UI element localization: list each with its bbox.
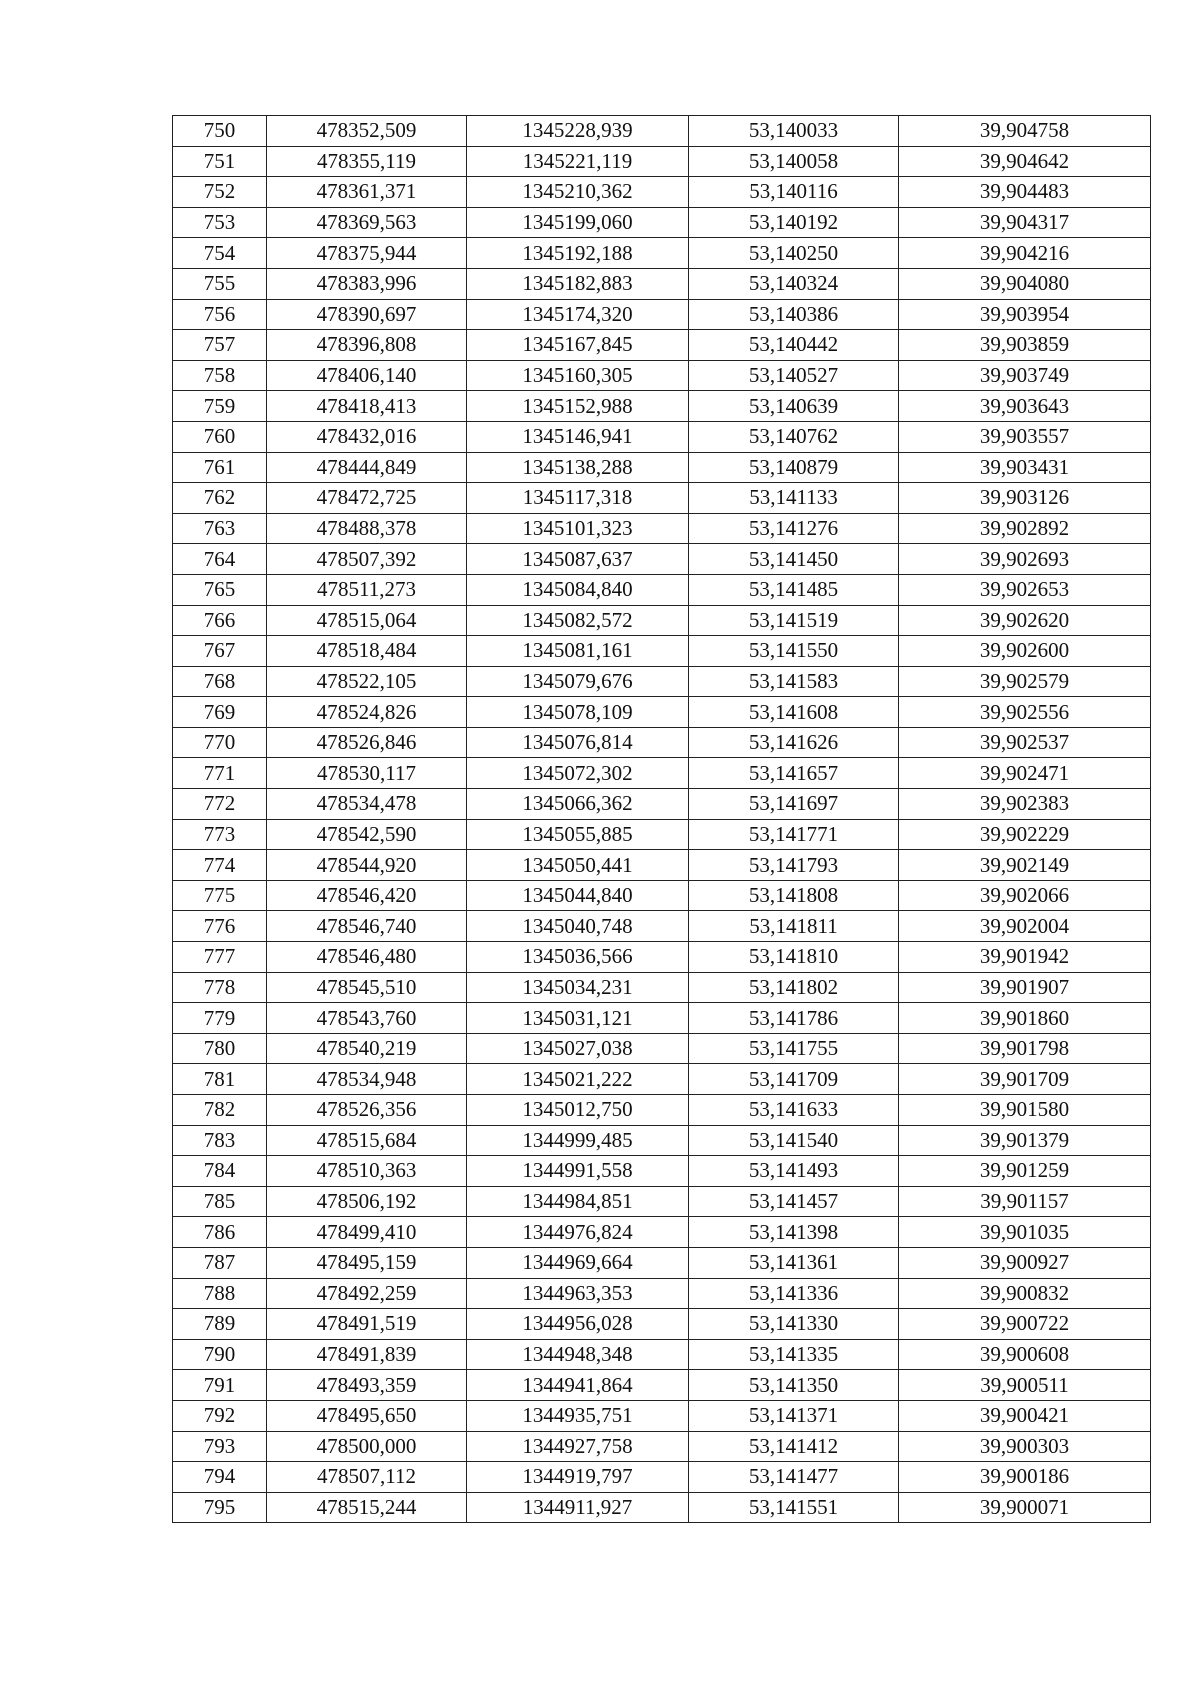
latitude-cell: 53,141330 [689, 1309, 899, 1340]
longitude-cell: 39,901157 [899, 1186, 1151, 1217]
longitude-cell: 39,904080 [899, 268, 1151, 299]
point-number-cell: 773 [173, 819, 267, 850]
longitude-cell: 39,902579 [899, 666, 1151, 697]
longitude-cell: 39,900303 [899, 1431, 1151, 1462]
x-coordinate-cell: 478396,808 [267, 330, 467, 361]
point-number-cell: 762 [173, 483, 267, 514]
y-coordinate-cell: 1345160,305 [467, 360, 689, 391]
y-coordinate-cell: 1345210,362 [467, 177, 689, 208]
y-coordinate-cell: 1345076,814 [467, 727, 689, 758]
point-number-cell: 775 [173, 880, 267, 911]
table-row [173, 1339, 1151, 1370]
latitude-cell: 53,140033 [689, 116, 899, 147]
longitude-cell: 39,902600 [899, 636, 1151, 667]
y-coordinate-cell: 1345044,840 [467, 880, 689, 911]
point-number-cell: 758 [173, 360, 267, 391]
table-row [173, 1156, 1151, 1187]
x-coordinate-cell: 478390,697 [267, 299, 467, 330]
x-coordinate-cell: 478375,944 [267, 238, 467, 269]
y-coordinate-cell: 1345034,231 [467, 972, 689, 1003]
y-coordinate-cell: 1344956,028 [467, 1309, 689, 1340]
table-row [173, 1217, 1151, 1248]
point-number-cell: 791 [173, 1370, 267, 1401]
longitude-cell: 39,902653 [899, 574, 1151, 605]
point-number-cell: 790 [173, 1339, 267, 1370]
y-coordinate-cell: 1345050,441 [467, 850, 689, 881]
point-number-cell: 759 [173, 391, 267, 422]
coordinates-table-body [173, 116, 1151, 1523]
longitude-cell: 39,900511 [899, 1370, 1151, 1401]
longitude-cell: 39,901798 [899, 1033, 1151, 1064]
table-row [173, 972, 1151, 1003]
x-coordinate-cell: 478361,371 [267, 177, 467, 208]
table-row [173, 1370, 1151, 1401]
point-number-cell: 752 [173, 177, 267, 208]
table-row [173, 452, 1151, 483]
y-coordinate-cell: 1345079,676 [467, 666, 689, 697]
x-coordinate-cell: 478493,359 [267, 1370, 467, 1401]
y-coordinate-cell: 1345199,060 [467, 207, 689, 238]
y-coordinate-cell: 1345066,362 [467, 789, 689, 820]
table-row [173, 483, 1151, 514]
x-coordinate-cell: 478506,192 [267, 1186, 467, 1217]
longitude-cell: 39,902149 [899, 850, 1151, 881]
x-coordinate-cell: 478406,140 [267, 360, 467, 391]
x-coordinate-cell: 478507,392 [267, 544, 467, 575]
point-number-cell: 788 [173, 1278, 267, 1309]
latitude-cell: 53,141793 [689, 850, 899, 881]
y-coordinate-cell: 1345040,748 [467, 911, 689, 942]
longitude-cell: 39,901035 [899, 1217, 1151, 1248]
point-number-cell: 794 [173, 1462, 267, 1493]
table-row [173, 1400, 1151, 1431]
table-row [173, 697, 1151, 728]
table-row [173, 146, 1151, 177]
x-coordinate-cell: 478534,478 [267, 789, 467, 820]
point-number-cell: 780 [173, 1033, 267, 1064]
x-coordinate-cell: 478507,112 [267, 1462, 467, 1493]
point-number-cell: 765 [173, 574, 267, 605]
point-number-cell: 756 [173, 299, 267, 330]
x-coordinate-cell: 478491,839 [267, 1339, 467, 1370]
latitude-cell: 53,141276 [689, 513, 899, 544]
latitude-cell: 53,140879 [689, 452, 899, 483]
latitude-cell: 53,141335 [689, 1339, 899, 1370]
y-coordinate-cell: 1345152,988 [467, 391, 689, 422]
y-coordinate-cell: 1344948,348 [467, 1339, 689, 1370]
point-number-cell: 795 [173, 1492, 267, 1523]
table-row [173, 1492, 1151, 1523]
table-row [173, 789, 1151, 820]
latitude-cell: 53,141697 [689, 789, 899, 820]
longitude-cell: 39,901942 [899, 942, 1151, 973]
longitude-cell: 39,901709 [899, 1064, 1151, 1095]
point-number-cell: 767 [173, 636, 267, 667]
table-row [173, 1309, 1151, 1340]
x-coordinate-cell: 478534,948 [267, 1064, 467, 1095]
table-row [173, 880, 1151, 911]
point-number-cell: 764 [173, 544, 267, 575]
x-coordinate-cell: 478495,650 [267, 1400, 467, 1431]
point-number-cell: 784 [173, 1156, 267, 1187]
y-coordinate-cell: 1345012,750 [467, 1095, 689, 1126]
longitude-cell: 39,904216 [899, 238, 1151, 269]
longitude-cell: 39,904758 [899, 116, 1151, 147]
latitude-cell: 53,140192 [689, 207, 899, 238]
x-coordinate-cell: 478530,117 [267, 758, 467, 789]
latitude-cell: 53,140250 [689, 238, 899, 269]
latitude-cell: 53,141608 [689, 697, 899, 728]
point-number-cell: 761 [173, 452, 267, 483]
point-number-cell: 751 [173, 146, 267, 177]
point-number-cell: 777 [173, 942, 267, 973]
point-number-cell: 785 [173, 1186, 267, 1217]
table-row [173, 1064, 1151, 1095]
table-row [173, 758, 1151, 789]
x-coordinate-cell: 478472,725 [267, 483, 467, 514]
table-row [173, 1033, 1151, 1064]
y-coordinate-cell: 1345055,885 [467, 819, 689, 850]
latitude-cell: 53,141802 [689, 972, 899, 1003]
longitude-cell: 39,903557 [899, 421, 1151, 452]
table-row [173, 942, 1151, 973]
longitude-cell: 39,902537 [899, 727, 1151, 758]
longitude-cell: 39,902229 [899, 819, 1151, 850]
table-row [173, 544, 1151, 575]
latitude-cell: 53,141657 [689, 758, 899, 789]
y-coordinate-cell: 1345087,637 [467, 544, 689, 575]
table-row [173, 666, 1151, 697]
latitude-cell: 53,140058 [689, 146, 899, 177]
y-coordinate-cell: 1345146,941 [467, 421, 689, 452]
longitude-cell: 39,902620 [899, 605, 1151, 636]
latitude-cell: 53,141371 [689, 1400, 899, 1431]
latitude-cell: 53,141336 [689, 1278, 899, 1309]
point-number-cell: 772 [173, 789, 267, 820]
latitude-cell: 53,141811 [689, 911, 899, 942]
point-number-cell: 766 [173, 605, 267, 636]
latitude-cell: 53,140116 [689, 177, 899, 208]
table-row [173, 1278, 1151, 1309]
latitude-cell: 53,141412 [689, 1431, 899, 1462]
longitude-cell: 39,901907 [899, 972, 1151, 1003]
x-coordinate-cell: 478491,519 [267, 1309, 467, 1340]
table-row [173, 238, 1151, 269]
longitude-cell: 39,902693 [899, 544, 1151, 575]
point-number-cell: 771 [173, 758, 267, 789]
table-row [173, 391, 1151, 422]
x-coordinate-cell: 478515,684 [267, 1125, 467, 1156]
latitude-cell: 53,141350 [689, 1370, 899, 1401]
longitude-cell: 39,900832 [899, 1278, 1151, 1309]
y-coordinate-cell: 1344999,485 [467, 1125, 689, 1156]
y-coordinate-cell: 1345221,119 [467, 146, 689, 177]
table-row [173, 330, 1151, 361]
x-coordinate-cell: 478499,410 [267, 1217, 467, 1248]
x-coordinate-cell: 478540,219 [267, 1033, 467, 1064]
point-number-cell: 757 [173, 330, 267, 361]
longitude-cell: 39,900071 [899, 1492, 1151, 1523]
table-row [173, 1462, 1151, 1493]
y-coordinate-cell: 1344927,758 [467, 1431, 689, 1462]
table-row [173, 1125, 1151, 1156]
x-coordinate-cell: 478544,920 [267, 850, 467, 881]
y-coordinate-cell: 1345117,318 [467, 483, 689, 514]
y-coordinate-cell: 1345081,161 [467, 636, 689, 667]
latitude-cell: 53,141755 [689, 1033, 899, 1064]
longitude-cell: 39,900186 [899, 1462, 1151, 1493]
longitude-cell: 39,902383 [899, 789, 1151, 820]
latitude-cell: 53,141550 [689, 636, 899, 667]
y-coordinate-cell: 1345036,566 [467, 942, 689, 973]
coordinates-table [172, 115, 1151, 1523]
x-coordinate-cell: 478515,244 [267, 1492, 467, 1523]
longitude-cell: 39,900608 [899, 1339, 1151, 1370]
point-number-cell: 778 [173, 972, 267, 1003]
longitude-cell: 39,901379 [899, 1125, 1151, 1156]
x-coordinate-cell: 478518,484 [267, 636, 467, 667]
y-coordinate-cell: 1344991,558 [467, 1156, 689, 1187]
table-row [173, 605, 1151, 636]
table-row [173, 1247, 1151, 1278]
longitude-cell: 39,901580 [899, 1095, 1151, 1126]
table-row [173, 421, 1151, 452]
x-coordinate-cell: 478355,119 [267, 146, 467, 177]
point-number-cell: 753 [173, 207, 267, 238]
y-coordinate-cell: 1345082,572 [467, 605, 689, 636]
x-coordinate-cell: 478515,064 [267, 605, 467, 636]
table-row [173, 727, 1151, 758]
point-number-cell: 789 [173, 1309, 267, 1340]
x-coordinate-cell: 478546,420 [267, 880, 467, 911]
table-row [173, 850, 1151, 881]
y-coordinate-cell: 1344941,864 [467, 1370, 689, 1401]
point-number-cell: 768 [173, 666, 267, 697]
longitude-cell: 39,902556 [899, 697, 1151, 728]
longitude-cell: 39,904642 [899, 146, 1151, 177]
table-row [173, 268, 1151, 299]
latitude-cell: 53,141709 [689, 1064, 899, 1095]
latitude-cell: 53,141477 [689, 1462, 899, 1493]
table-row [173, 360, 1151, 391]
table-row [173, 636, 1151, 667]
point-number-cell: 782 [173, 1095, 267, 1126]
x-coordinate-cell: 478524,826 [267, 697, 467, 728]
y-coordinate-cell: 1345072,302 [467, 758, 689, 789]
y-coordinate-cell: 1345101,323 [467, 513, 689, 544]
longitude-cell: 39,904483 [899, 177, 1151, 208]
table-row [173, 1003, 1151, 1034]
x-coordinate-cell: 478369,563 [267, 207, 467, 238]
point-number-cell: 770 [173, 727, 267, 758]
y-coordinate-cell: 1345021,222 [467, 1064, 689, 1095]
latitude-cell: 53,141771 [689, 819, 899, 850]
latitude-cell: 53,140442 [689, 330, 899, 361]
y-coordinate-cell: 1345192,188 [467, 238, 689, 269]
table-row [173, 207, 1151, 238]
longitude-cell: 39,903126 [899, 483, 1151, 514]
longitude-cell: 39,901259 [899, 1156, 1151, 1187]
latitude-cell: 53,141361 [689, 1247, 899, 1278]
x-coordinate-cell: 478546,480 [267, 942, 467, 973]
x-coordinate-cell: 478511,273 [267, 574, 467, 605]
longitude-cell: 39,903749 [899, 360, 1151, 391]
latitude-cell: 53,141551 [689, 1492, 899, 1523]
table-row [173, 1095, 1151, 1126]
table-row [173, 299, 1151, 330]
x-coordinate-cell: 478492,259 [267, 1278, 467, 1309]
latitude-cell: 53,141493 [689, 1156, 899, 1187]
latitude-cell: 53,140527 [689, 360, 899, 391]
y-coordinate-cell: 1345228,939 [467, 116, 689, 147]
table-row [173, 116, 1151, 147]
table-row [173, 1186, 1151, 1217]
x-coordinate-cell: 478546,740 [267, 911, 467, 942]
y-coordinate-cell: 1344935,751 [467, 1400, 689, 1431]
longitude-cell: 39,900722 [899, 1309, 1151, 1340]
latitude-cell: 53,141133 [689, 483, 899, 514]
point-number-cell: 769 [173, 697, 267, 728]
point-number-cell: 776 [173, 911, 267, 942]
latitude-cell: 53,141540 [689, 1125, 899, 1156]
x-coordinate-cell: 478488,378 [267, 513, 467, 544]
x-coordinate-cell: 478510,363 [267, 1156, 467, 1187]
point-number-cell: 763 [173, 513, 267, 544]
longitude-cell: 39,902004 [899, 911, 1151, 942]
point-number-cell: 750 [173, 116, 267, 147]
point-number-cell: 774 [173, 850, 267, 881]
longitude-cell: 39,904317 [899, 207, 1151, 238]
table-row [173, 177, 1151, 208]
x-coordinate-cell: 478500,000 [267, 1431, 467, 1462]
x-coordinate-cell: 478526,846 [267, 727, 467, 758]
x-coordinate-cell: 478383,996 [267, 268, 467, 299]
latitude-cell: 53,141808 [689, 880, 899, 911]
y-coordinate-cell: 1344911,927 [467, 1492, 689, 1523]
x-coordinate-cell: 478522,105 [267, 666, 467, 697]
point-number-cell: 755 [173, 268, 267, 299]
y-coordinate-cell: 1345138,288 [467, 452, 689, 483]
y-coordinate-cell: 1345084,840 [467, 574, 689, 605]
latitude-cell: 53,141786 [689, 1003, 899, 1034]
longitude-cell: 39,900927 [899, 1247, 1151, 1278]
latitude-cell: 53,141810 [689, 942, 899, 973]
latitude-cell: 53,141633 [689, 1095, 899, 1126]
y-coordinate-cell: 1345167,845 [467, 330, 689, 361]
latitude-cell: 53,140762 [689, 421, 899, 452]
longitude-cell: 39,902066 [899, 880, 1151, 911]
y-coordinate-cell: 1344984,851 [467, 1186, 689, 1217]
longitude-cell: 39,902892 [899, 513, 1151, 544]
x-coordinate-cell: 478542,590 [267, 819, 467, 850]
y-coordinate-cell: 1344976,824 [467, 1217, 689, 1248]
latitude-cell: 53,141485 [689, 574, 899, 605]
longitude-cell: 39,903643 [899, 391, 1151, 422]
latitude-cell: 53,141519 [689, 605, 899, 636]
x-coordinate-cell: 478495,159 [267, 1247, 467, 1278]
point-number-cell: 779 [173, 1003, 267, 1034]
table-row [173, 819, 1151, 850]
y-coordinate-cell: 1344919,797 [467, 1462, 689, 1493]
x-coordinate-cell: 478418,413 [267, 391, 467, 422]
latitude-cell: 53,140386 [689, 299, 899, 330]
y-coordinate-cell: 1344969,664 [467, 1247, 689, 1278]
table-row [173, 513, 1151, 544]
point-number-cell: 760 [173, 421, 267, 452]
point-number-cell: 787 [173, 1247, 267, 1278]
latitude-cell: 53,141583 [689, 666, 899, 697]
longitude-cell: 39,900421 [899, 1400, 1151, 1431]
longitude-cell: 39,903431 [899, 452, 1151, 483]
latitude-cell: 53,141450 [689, 544, 899, 575]
longitude-cell: 39,901860 [899, 1003, 1151, 1034]
x-coordinate-cell: 478543,760 [267, 1003, 467, 1034]
longitude-cell: 39,903859 [899, 330, 1151, 361]
table-row [173, 574, 1151, 605]
table-row [173, 911, 1151, 942]
longitude-cell: 39,902471 [899, 758, 1151, 789]
latitude-cell: 53,141626 [689, 727, 899, 758]
latitude-cell: 53,141398 [689, 1217, 899, 1248]
point-number-cell: 783 [173, 1125, 267, 1156]
y-coordinate-cell: 1345078,109 [467, 697, 689, 728]
point-number-cell: 792 [173, 1400, 267, 1431]
y-coordinate-cell: 1345182,883 [467, 268, 689, 299]
table-row [173, 1431, 1151, 1462]
point-number-cell: 754 [173, 238, 267, 269]
latitude-cell: 53,140639 [689, 391, 899, 422]
y-coordinate-cell: 1345174,320 [467, 299, 689, 330]
point-number-cell: 781 [173, 1064, 267, 1095]
y-coordinate-cell: 1345027,038 [467, 1033, 689, 1064]
x-coordinate-cell: 478444,849 [267, 452, 467, 483]
y-coordinate-cell: 1345031,121 [467, 1003, 689, 1034]
y-coordinate-cell: 1344963,353 [467, 1278, 689, 1309]
x-coordinate-cell: 478545,510 [267, 972, 467, 1003]
point-number-cell: 786 [173, 1217, 267, 1248]
latitude-cell: 53,140324 [689, 268, 899, 299]
x-coordinate-cell: 478432,016 [267, 421, 467, 452]
x-coordinate-cell: 478526,356 [267, 1095, 467, 1126]
point-number-cell: 793 [173, 1431, 267, 1462]
x-coordinate-cell: 478352,509 [267, 116, 467, 147]
longitude-cell: 39,903954 [899, 299, 1151, 330]
latitude-cell: 53,141457 [689, 1186, 899, 1217]
